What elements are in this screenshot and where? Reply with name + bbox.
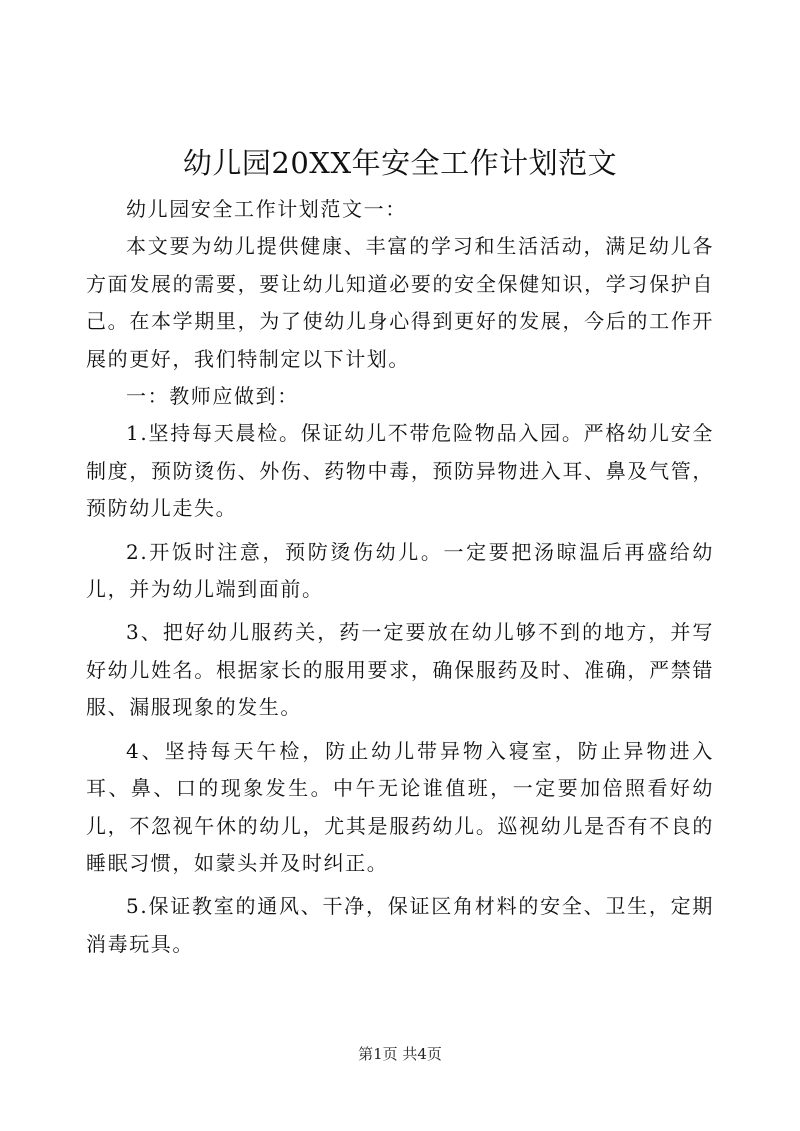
- duty-item-2: 2.开饭时注意，预防烫伤幼儿。一定要把汤晾温后再盛给幼儿，并为幼儿端到面前。: [86, 539, 714, 602]
- section-heading: 幼儿园安全工作计划范文一：: [126, 197, 407, 221]
- document-body: [86, 191, 714, 963]
- duty-item-1: 1.坚持每天晨检。保证幼儿不带危险物品入园。严格幼儿安全制度，预防烫伤、外伤、药物中毒，预防异物进入耳、鼻及气管，预防幼儿走失。: [86, 421, 714, 521]
- page-number-footer: 第1页 共4页: [358, 1045, 442, 1063]
- teacher-duties-heading: 一：教师应做到：: [126, 384, 299, 409]
- duty-item-4: 4、坚持每天午检，防止幼儿带异物入寝室，防止异物进入耳、鼻、口的现象发生。中午无论谁值班，一定要加倍照看好幼儿，不忽视午休的幼儿，尤其是服药幼儿。巡视幼儿是否有不良的睡眠习惯，如蒙头并及时纠正。: [86, 738, 714, 875]
- duty-item-3: 3、把好幼儿服药关，药一定要放在幼儿够不到的地方，并写好幼儿姓名。根据家长的服用要求，确保服药及时、准确，严禁错服、漏服现象的发生。: [86, 620, 714, 720]
- duty-item-5: 5.保证教室的通风、干净，保证区角材料的安全、卫生，定期消毒玩具。: [86, 894, 714, 956]
- document-title: 幼儿园20XX年安全工作计划范文: [182, 146, 618, 180]
- intro-paragraph: 本文要为幼儿提供健康、丰富的学习和生活活动，满足幼儿各方面发展的需要，要让幼儿知道必要的安全保健知识，学习保护自己。在本学期里，为了使幼儿身心得到更好的发展，今后的工作开展的更好，我们特制定以下计划。: [86, 234, 714, 371]
